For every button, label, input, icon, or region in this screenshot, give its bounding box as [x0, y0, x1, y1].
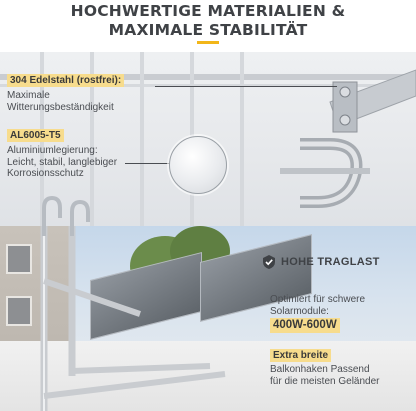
railing-crossbar: [280, 168, 370, 174]
top-hooks-illustration: [20, 196, 110, 236]
load-highlight: 400W-600W: [270, 318, 340, 333]
load-badge: [262, 255, 380, 269]
load-line-1: Optimiert für schwere: [270, 294, 366, 305]
feature-aluminium-line-2: Leicht, stabil, langlebiger: [7, 156, 118, 168]
feature-stainless-line-2: Witterungsbeständigkeit: [7, 101, 114, 113]
title-line-1: HOCHWERTIGE MATERIALIEN &: [70, 2, 346, 20]
feature-aluminium-line-3: Korrosionsschutz: [7, 168, 84, 179]
hooks-highlight: Extra breite: [270, 349, 331, 362]
load-capacity: [270, 294, 365, 333]
load-badge-label: HOHE TRAGLAST: [281, 256, 380, 268]
feature-aluminium-line-1: Aluminiumlegierung:: [7, 145, 98, 156]
bolt-icon: [340, 87, 350, 97]
aluminium-detail-circle: [169, 136, 227, 194]
feature-aluminium: [7, 130, 117, 180]
bolt-icon: [340, 115, 350, 125]
leader-line: [125, 163, 170, 164]
feature-aluminium-highlight: AL6005-T5: [7, 129, 64, 142]
feature-stainless: [7, 75, 124, 113]
bracket-base: [72, 366, 210, 371]
title-accent-bar: [197, 41, 219, 44]
hooks-feature: [270, 350, 380, 387]
hooks-line-2: für die meisten Geländer: [270, 375, 380, 387]
feature-stainless-line-1: Maximale: [7, 90, 50, 101]
checkmark-shield-icon: [262, 255, 276, 269]
leader-line: [155, 86, 337, 87]
hook-icon: [72, 202, 88, 236]
hook-icon: [44, 198, 60, 236]
header: [0, 0, 416, 52]
title-line-2: MAXIMALE STABILITÄT: [108, 21, 308, 39]
bracket-base: [44, 374, 225, 396]
hooks-line-1: Balkonhaken Passend: [270, 364, 370, 375]
bracket-strut: [44, 281, 140, 314]
load-line-2: Solarmodule:: [270, 305, 329, 317]
feature-stainless-highlight: 304 Edelstahl (rostfrei):: [7, 74, 124, 87]
